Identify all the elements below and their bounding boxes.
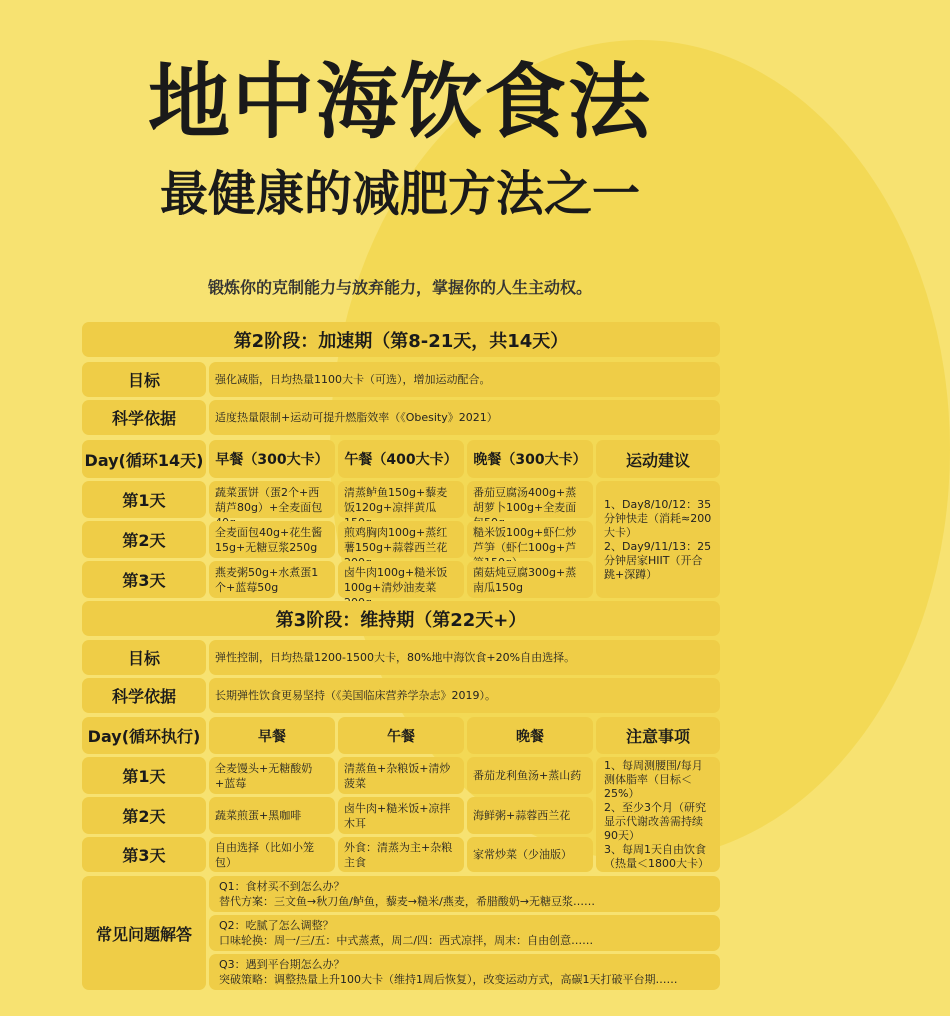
stage2-row-day: 第2天 [82,521,206,558]
stage2-row-dinner: 番茄豆腐汤400g+蒸胡萝卜100g+全麦面 [467,481,593,518]
stage3-row-lunch: 清蒸鱼+杂粮饭+清炒菠菜 [338,757,464,794]
stage2-exercise-advice: 1、Day8/10/12：35分钟快走（消耗≈200大卡） 2、Day9/11/13：25分钟居家HIIT（开合跳+深蹲） [596,481,720,598]
stage2-row-day: 第3天 [82,561,206,598]
stage3-lunch-header: 午餐 [338,717,464,754]
stage2-basis-text: 适度热量限制+运动可提升燃脂效率（《Obesity》2021） [209,400,720,435]
stage2-row-lunch: 卤牛肉100g+糙米饭100g+清炒油麦菜 [338,561,464,598]
page-subtitle: 最健康的减肥方法之一 [159,166,640,222]
stage2-row-lunch: 煎鸡胸肉100g+蒸红薯150g+蒜蓉西兰花 [338,521,464,558]
stage3-title: 第3阶段：维持期（第22天+） [82,601,720,636]
faq-answer: 替代方案：三文鱼→秋刀鱼/鲈鱼，藜麦→糙米/燕麦，希腊酸奶→无糖豆浆…… [219,895,596,908]
stage3-row-dinner: 番茄龙利鱼汤+蒸山药 [467,757,593,794]
stage3-row-day: 第2天 [82,797,206,834]
stage3-row-lunch: 卤牛肉+糙米饭+凉拌木耳 [338,797,464,834]
stage2-row-breakfast: 全麦面包40g+花生酱15g+无糖豆浆250g [209,521,335,558]
stage2-breakfast-header: 早餐（300大卡） [209,440,335,478]
stage2-day-header: Day(循环14天) [82,440,206,478]
stage2-row-breakfast: 燕麦粥50g+水煮蛋1个+蓝莓50g [209,561,335,598]
stage2-basis-label: 科学依据 [82,400,206,435]
faq-answer: 突破策略：调整热量上升100大卡（维持1周后恢复），改变运动方式，高碳1天打破平台期…… [219,973,678,986]
stage3-row-dinner: 海鲜粥+蒜蓉西兰花 [467,797,593,834]
stage3-row-breakfast: 全麦馒头+无糖酸奶+蓝莓 [209,757,335,794]
stage3-notes-header: 注意事项 [596,717,720,754]
stage3-row-day: 第3天 [82,837,206,872]
stage2-row-lunch: 清蒸鲈鱼150g+藜麦饭120g+凉拌黄瓜 [338,481,464,518]
faq-item-2 [209,915,720,951]
stage3-day-header: Day(循环执行) [82,717,206,754]
stage2-exercise-header: 运动建议 [596,440,720,478]
faq-item-1 [209,876,720,912]
stage2-row-dinner: 菌菇炖豆腐300g+蒸南瓜150g [467,561,593,598]
faq-question: Q1：食材买不到怎么办？ [219,880,345,893]
page-title: 地中海饮食法 [147,55,652,150]
stage2-row-day: 第1天 [82,481,206,518]
stage3-basis-label: 科学依据 [82,678,206,713]
faq-item-3 [209,954,720,990]
stage3-goal-text: 弹性控制，日均热量1200-1500大卡，80%地中海饮食+20%自由选择。 [209,640,720,675]
faq-label: 常见问题解答 [82,876,206,990]
stage2-goal-label: 目标 [82,362,206,397]
faq-question: Q2：吃腻了怎么调整？ [219,919,334,932]
stage2-goal-text: 强化减脂，日均热量1100大卡（可选），增加运动配合。 [209,362,720,397]
stage3-goal-label: 目标 [82,640,206,675]
faq-question: Q3：遇到平台期怎么办？ [219,958,345,971]
stage3-notes: 1、每周测腰围/每月测体脂率（目标＜25%） 2、至少3个月（研究显示代谢改善需持续90天） 3、每周1天自由饮食（热量＜1800大卡） [596,757,720,872]
stage2-row-dinner: 糙米饭100g+虾仁炒芦笋（虾仁100g+芦 [467,521,593,558]
faq-answer: 口味轮换：周一/三/五：中式蒸煮，周二/四：西式凉拌，周末：自由创意…… [219,934,594,947]
stage3-row-breakfast: 蔬菜煎蛋+黑咖啡 [209,797,335,834]
stage2-row-breakfast: 蔬菜蛋饼（蛋2个+西葫芦80g）+全麦面包 [209,481,335,518]
stage3-breakfast-header: 早餐 [209,717,335,754]
stage3-basis-text: 长期弹性饮食更易坚持（《美国临床营养学杂志》2019）。 [209,678,720,713]
stage3-dinner-header: 晚餐 [467,717,593,754]
tagline: 锻炼你的克制能力与放弃能力，掌握你的人生主动权。 [207,278,592,297]
stage3-row-dinner: 家常炒菜（少油版） [467,837,593,872]
stage2-title: 第2阶段：加速期（第8-21天，共14天） [82,322,720,357]
stage3-row-day: 第1天 [82,757,206,794]
stage3-row-breakfast: 自由选择（比如小笼包） [209,837,335,872]
stage2-lunch-header: 午餐（400大卡） [338,440,464,478]
stage2-dinner-header: 晚餐（300大卡） [467,440,593,478]
stage3-row-lunch: 外食：清蒸为主+杂粮主食 [338,837,464,872]
